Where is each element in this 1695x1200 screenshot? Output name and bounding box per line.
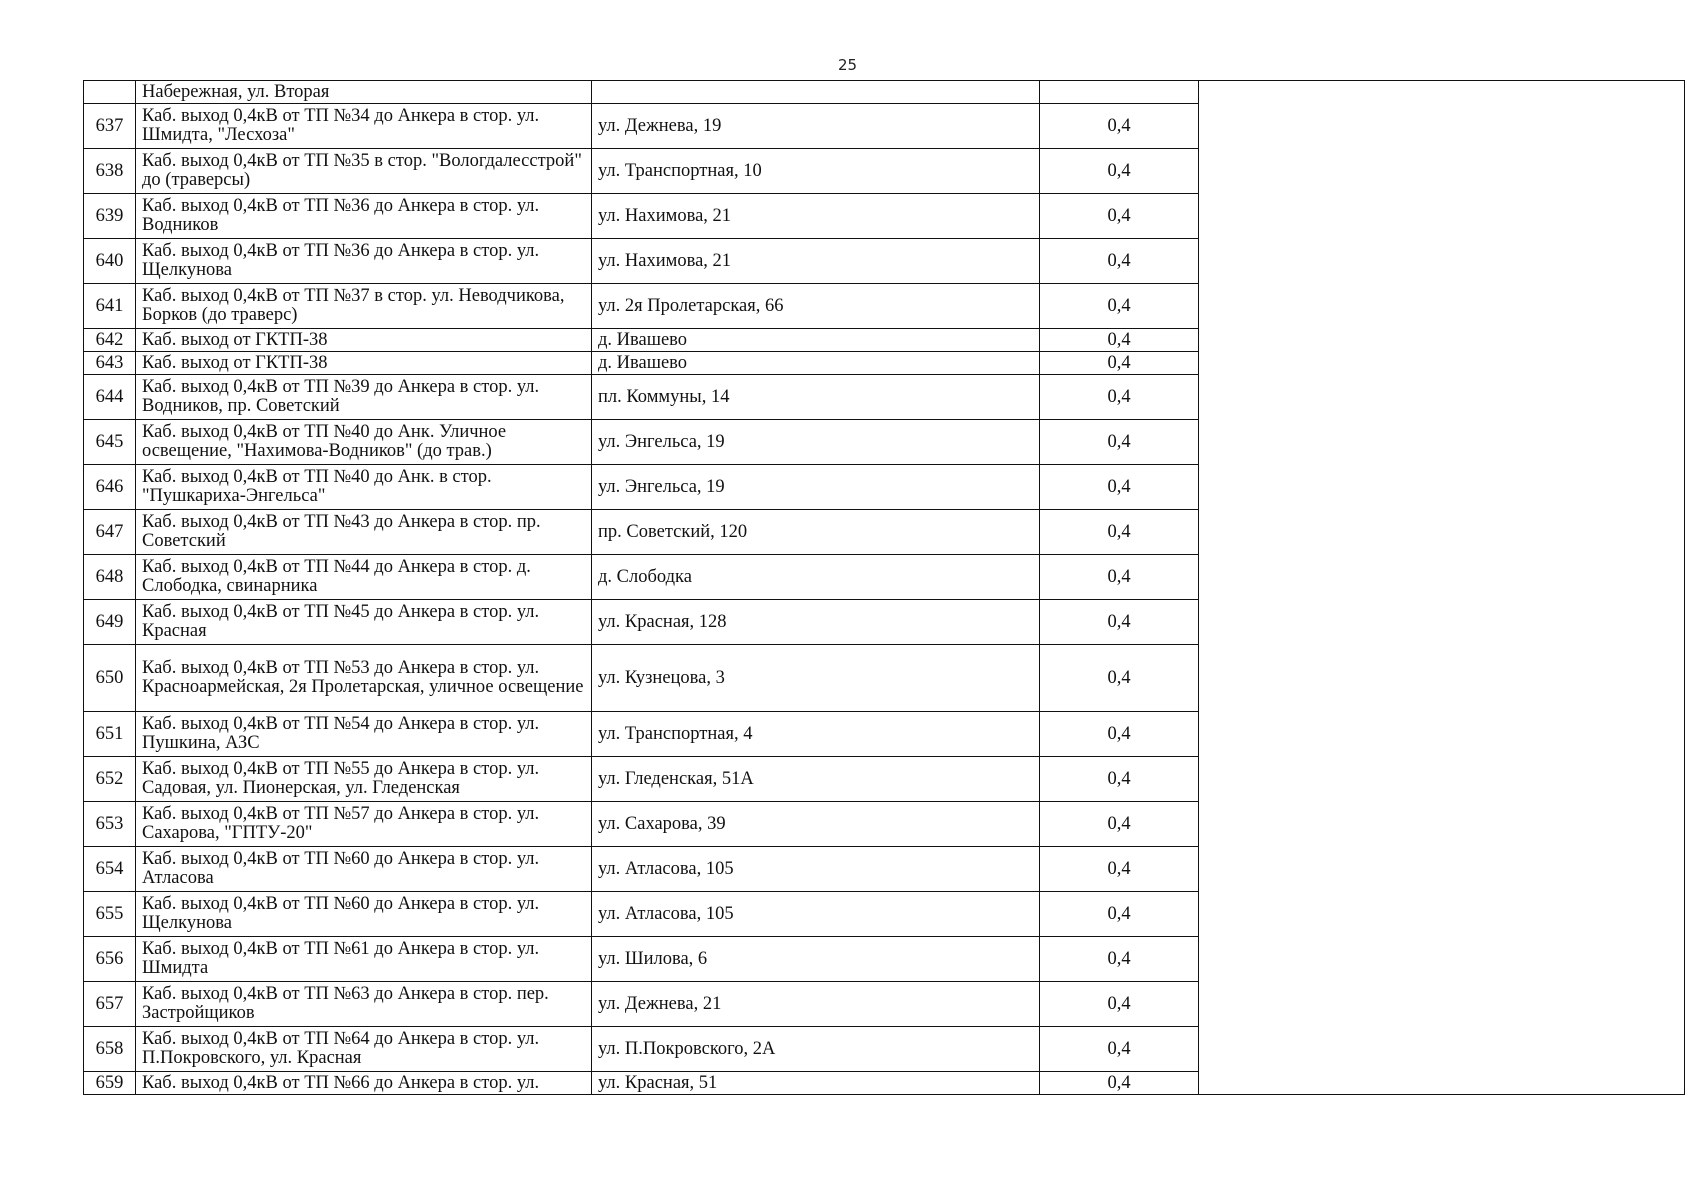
row-number-cell: 645 xyxy=(84,420,136,465)
row-number-cell: 640 xyxy=(84,239,136,284)
address-cell: ул. Атласова, 105 xyxy=(592,847,1040,892)
table-body xyxy=(84,81,1685,1095)
voltage-cell: 0,4 xyxy=(1040,802,1199,847)
cable-description-cell: Каб. выход 0,4кВ от ТП №55 до Анкера в стор. ул. Садовая, ул. Пионерская, ул. Гледенская xyxy=(136,757,592,802)
address-cell: ул. Нахимова, 21 xyxy=(592,194,1040,239)
address-cell: ул. 2я Пролетарская, 66 xyxy=(592,284,1040,329)
cable-description-cell: Каб. выход 0,4кВ от ТП №60 до Анкера в стор. ул. Щелкунова xyxy=(136,892,592,937)
cable-description-cell: Каб. выход 0,4кВ от ТП №45 до Анкера в стор. ул. Красная xyxy=(136,600,592,645)
cable-description-cell: Каб. выход 0,4кВ от ТП №61 до Анкера в стор. ул. Шмидта xyxy=(136,937,592,982)
row-number-cell: 647 xyxy=(84,510,136,555)
address-cell: пр. Советский, 120 xyxy=(592,510,1040,555)
voltage-cell xyxy=(1040,81,1199,104)
row-number-cell: 639 xyxy=(84,194,136,239)
voltage-cell: 0,4 xyxy=(1040,104,1199,149)
voltage-cell: 0,4 xyxy=(1040,645,1199,712)
table-row xyxy=(84,81,1685,104)
voltage-cell: 0,4 xyxy=(1040,937,1199,982)
row-number-cell: 643 xyxy=(84,352,136,375)
registry-table-container xyxy=(83,80,1684,1134)
address-cell: д. Ивашево xyxy=(592,329,1040,352)
voltage-cell: 0,4 xyxy=(1040,352,1199,375)
cable-description-cell: Каб. выход 0,4кВ от ТП №40 до Анк. в стор. "Пушкариха-Энгельса" xyxy=(136,465,592,510)
voltage-cell: 0,4 xyxy=(1040,420,1199,465)
row-number-cell: 655 xyxy=(84,892,136,937)
voltage-cell: 0,4 xyxy=(1040,600,1199,645)
address-cell: пл. Коммуны, 14 xyxy=(592,375,1040,420)
cable-description-cell: Каб. выход 0,4кВ от ТП №40 до Анк. Уличное освещение, "Нахимова-Водников" (до трав.) xyxy=(136,420,592,465)
voltage-cell: 0,4 xyxy=(1040,1027,1199,1072)
page-number: 25 xyxy=(837,56,858,74)
row-number-cell: 642 xyxy=(84,329,136,352)
address-cell: ул. П.Покровского, 2А xyxy=(592,1027,1040,1072)
voltage-cell: 0,4 xyxy=(1040,194,1199,239)
address-cell: ул. Шилова, 6 xyxy=(592,937,1040,982)
voltage-cell: 0,4 xyxy=(1040,239,1199,284)
cable-description-cell: Каб. выход 0,4кВ от ТП №64 до Анкера в стор. ул. П.Покровского, ул. Красная xyxy=(136,1027,592,1072)
address-cell: ул. Энгельса, 19 xyxy=(592,420,1040,465)
row-number-cell: 659 xyxy=(84,1072,136,1095)
address-cell: ул. Дежнева, 19 xyxy=(592,104,1040,149)
row-number-cell: 658 xyxy=(84,1027,136,1072)
address-cell: ул. Красная, 51 xyxy=(592,1072,1040,1095)
address-cell xyxy=(592,81,1040,104)
voltage-cell: 0,4 xyxy=(1040,892,1199,937)
row-number-cell: 654 xyxy=(84,847,136,892)
row-number-cell: 653 xyxy=(84,802,136,847)
address-cell: ул. Атласова, 105 xyxy=(592,892,1040,937)
cable-description-cell: Каб. выход 0,4кВ от ТП №36 до Анкера в стор. ул. Щелкунова xyxy=(136,239,592,284)
cable-description-cell: Каб. выход 0,4кВ от ТП №54 до Анкера в стор. ул. Пушкина, АЗС xyxy=(136,712,592,757)
address-cell: ул. Дежнева, 21 xyxy=(592,982,1040,1027)
row-number-cell xyxy=(84,81,136,104)
voltage-cell: 0,4 xyxy=(1040,712,1199,757)
row-number-cell: 650 xyxy=(84,645,136,712)
row-number-cell: 656 xyxy=(84,937,136,982)
cable-description-cell: Каб. выход 0,4кВ от ТП №66 до Анкера в стор. ул. xyxy=(136,1072,592,1095)
row-number-cell: 638 xyxy=(84,149,136,194)
cable-description-cell: Каб. выход 0,4кВ от ТП №43 до Анкера в стор. пр. Советский xyxy=(136,510,592,555)
address-cell: ул. Сахарова, 39 xyxy=(592,802,1040,847)
voltage-cell: 0,4 xyxy=(1040,982,1199,1027)
voltage-cell: 0,4 xyxy=(1040,329,1199,352)
cable-description-cell: Набережная, ул. Вторая xyxy=(136,81,592,104)
cable-description-cell: Каб. выход 0,4кВ от ТП №57 до Анкера в стор. ул. Сахарова, "ГПТУ-20" xyxy=(136,802,592,847)
cable-description-cell: Каб. выход 0,4кВ от ТП №39 до Анкера в стор. ул. Водников, пр. Советский xyxy=(136,375,592,420)
address-cell: ул. Нахимова, 21 xyxy=(592,239,1040,284)
voltage-cell: 0,4 xyxy=(1040,847,1199,892)
address-cell: ул. Кузнецова, 3 xyxy=(592,645,1040,712)
row-number-cell: 652 xyxy=(84,757,136,802)
row-number-cell: 649 xyxy=(84,600,136,645)
row-number-cell: 657 xyxy=(84,982,136,1027)
cable-description-cell: Каб. выход 0,4кВ от ТП №34 до Анкера в стор. ул. Шмидта, "Лесхоза" xyxy=(136,104,592,149)
voltage-cell: 0,4 xyxy=(1040,149,1199,194)
row-number-cell: 637 xyxy=(84,104,136,149)
voltage-cell: 0,4 xyxy=(1040,1072,1199,1095)
address-cell: ул. Транспортная, 10 xyxy=(592,149,1040,194)
row-number-cell: 644 xyxy=(84,375,136,420)
address-cell: ул. Красная, 128 xyxy=(592,600,1040,645)
cable-description-cell: Каб. выход 0,4кВ от ТП №44 до Анкера в стор. д. Слободка, свинарника xyxy=(136,555,592,600)
voltage-cell: 0,4 xyxy=(1040,757,1199,802)
address-cell: д. Слободка xyxy=(592,555,1040,600)
row-number-cell: 641 xyxy=(84,284,136,329)
voltage-cell: 0,4 xyxy=(1040,510,1199,555)
cable-description-cell: Каб. выход от ГКТП-38 xyxy=(136,352,592,375)
row-number-cell: 648 xyxy=(84,555,136,600)
cable-description-cell: Каб. выход 0,4кВ от ТП №37 в стор. ул. Неводчикова, Борков (до траверс) xyxy=(136,284,592,329)
cable-description-cell: Каб. выход от ГКТП-38 xyxy=(136,329,592,352)
cable-description-cell: Каб. выход 0,4кВ от ТП №63 до Анкера в стор. пер. Застройщиков xyxy=(136,982,592,1027)
cable-description-cell: Каб. выход 0,4кВ от ТП №60 до Анкера в стор. ул. Атласова xyxy=(136,847,592,892)
empty-notes-column xyxy=(1199,81,1685,1095)
address-cell: ул. Энгельса, 19 xyxy=(592,465,1040,510)
cable-description-cell: Каб. выход 0,4кВ от ТП №35 в стор. "Вологдалесстрой" до (траверсы) xyxy=(136,149,592,194)
registry-table xyxy=(83,80,1685,1095)
row-number-cell: 646 xyxy=(84,465,136,510)
voltage-cell: 0,4 xyxy=(1040,375,1199,420)
voltage-cell: 0,4 xyxy=(1040,284,1199,329)
voltage-cell: 0,4 xyxy=(1040,465,1199,510)
address-cell: ул. Гледенская, 51А xyxy=(592,757,1040,802)
address-cell: ул. Транспортная, 4 xyxy=(592,712,1040,757)
cable-description-cell: Каб. выход 0,4кВ от ТП №36 до Анкера в стор. ул. Водников xyxy=(136,194,592,239)
voltage-cell: 0,4 xyxy=(1040,555,1199,600)
row-number-cell: 651 xyxy=(84,712,136,757)
cable-description-cell: Каб. выход 0,4кВ от ТП №53 до Анкера в стор. ул. Красноармейская, 2я Пролетарская, уличное освещение xyxy=(136,645,592,712)
address-cell: д. Ивашево xyxy=(592,352,1040,375)
